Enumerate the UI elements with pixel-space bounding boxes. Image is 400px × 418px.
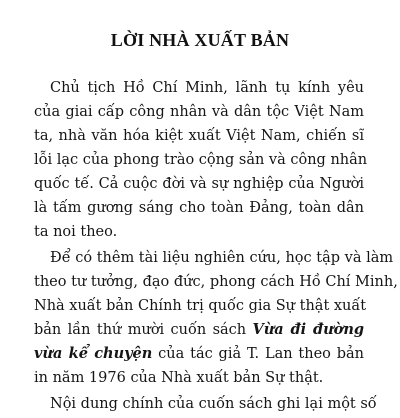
text-segment: của tác giả T. Lan theo bản <box>158 346 365 362</box>
text-line: Chủ tịch Hồ Chí Minh, lãnh tụ kính yêu <box>50 80 364 96</box>
text-line: ta, nhà văn hóa kiệt xuất Việt Nam, chiến sĩ <box>34 128 364 144</box>
body-text <box>34 76 398 418</box>
paragraph-3 <box>34 392 377 416</box>
text-line: lỗi lạc của phong trào cộng sản và công nhân <box>34 152 368 168</box>
text-segment: bản lần thứ mười cuốn sách <box>34 322 247 338</box>
paragraph-1 <box>34 76 368 244</box>
text-line: Nhà xuất bản Chính trị quốc gia Sự thật xuất <box>34 298 367 314</box>
text-line-with-book-title <box>34 318 364 342</box>
text-line: của giai cấp công nhân và dân tộc Việt Nam <box>34 104 364 120</box>
book-title-part-1: Vừa đi đường <box>252 321 364 338</box>
text-line: ta noi theo. <box>34 224 118 240</box>
page-title: LỜI NHÀ XUẤT BẢN <box>110 30 290 50</box>
text-line: Nội dung chính của cuốn sách ghi lại một số <box>50 396 377 412</box>
text-line: là tấm gương sáng cho toàn Đảng, toàn dân <box>34 200 364 216</box>
paragraph-2 <box>34 246 398 390</box>
book-title-part-2: vừa kể chuyện <box>34 345 153 362</box>
text-line: Để có thêm tài liệu nghiên cứu, học tập và làm <box>50 250 394 266</box>
text-line: in năm 1976 của Nhà xuất bản Sự thật. <box>34 370 324 386</box>
text-line: theo tư tưởng, đạo đức, phong cách Hồ Chí Minh, <box>34 274 398 290</box>
text-line-with-book-title <box>34 342 364 366</box>
text-line: quốc tế. Cả cuộc đời và sự nghiệp của Người <box>34 176 364 192</box>
